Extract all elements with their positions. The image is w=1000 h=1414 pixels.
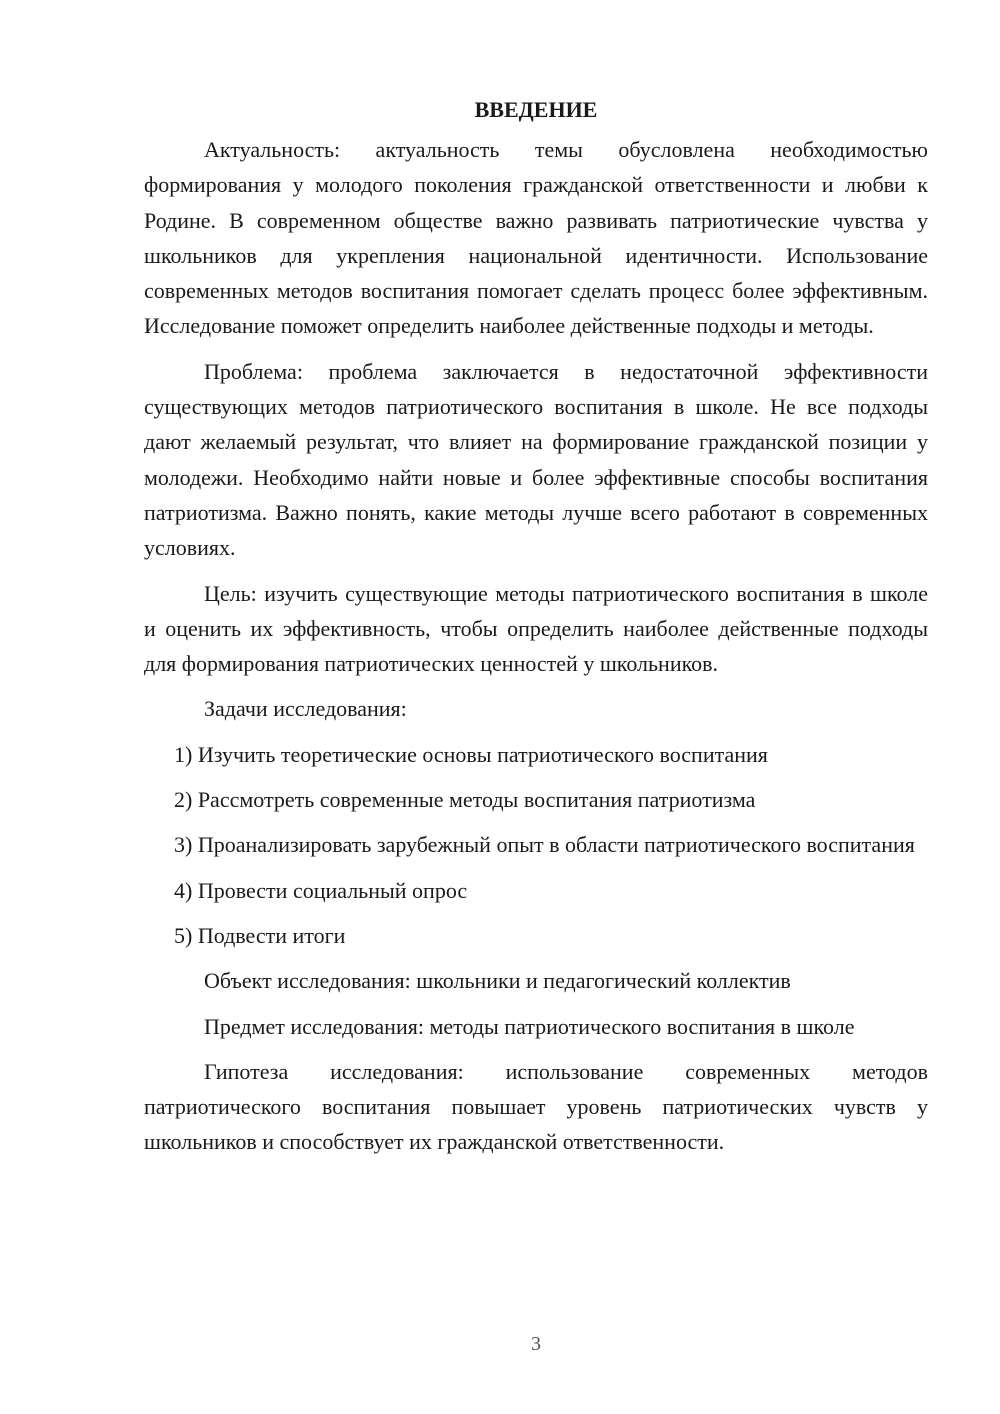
section-title: ВВЕДЕНИЕ	[474, 97, 598, 122]
hypothesis-paragraph: Гипотеза исследования: использование современных методов патриотического воспитания повышает уровень патриотических чувств у школьников и способствует их гражданской ответственности.	[144, 1058, 928, 1155]
task-item: 2) Рассмотреть современные методы воспитания патриотизма	[174, 787, 756, 813]
tasks-list	[144, 737, 928, 953]
goal-paragraph: Цель: изучить существующие методы патриотического воспитания в школе и оценить их эффективность, чтобы определить наиболее действенные подходы для формирования патриотических ценностей у школьников.	[144, 580, 928, 677]
relevance-paragraph: Актуальность: актуальность темы обусловлена необходимостью формирования у молодого поколения гражданской ответственности и любви к Родине. В современном обществе важно развивать патриотические чувства у школьников для укрепления национальной идентичности. Использование современных методов воспитания помогает сделать процесс более эффективным. Исследование поможет определить наиболее действенные подходы и методы.	[144, 137, 928, 339]
task-item: 1) Изучить теоретические основы патриотического воспитания	[174, 741, 768, 767]
object-paragraph: Объект исследования: школьники и педагогический коллектив	[204, 968, 791, 994]
document-page	[144, 92, 928, 1170]
subject-paragraph: Предмет исследования: методы патриотического воспитания в школе	[204, 1013, 855, 1039]
task-item: 3) Проанализировать зарубежный опыт в области патриотического воспитания	[174, 832, 915, 858]
page-number: 3	[531, 1333, 541, 1355]
problem-paragraph: Проблема: проблема заключается в недостаточной эффективности существующих методов патриотического воспитания в школе. Не все подходы дают желаемый результат, что влияет на формирование гражданской позиции у молодежи. Необходимо найти новые и более эффективные способы воспитания патриотизма. Важно понять, какие методы лучше всего работают в современных условиях.	[144, 358, 928, 561]
task-item: 4) Провести социальный опрос	[174, 877, 468, 903]
tasks-heading: Задачи исследования:	[204, 696, 407, 722]
task-item: 5) Подвести итоги	[174, 922, 346, 948]
